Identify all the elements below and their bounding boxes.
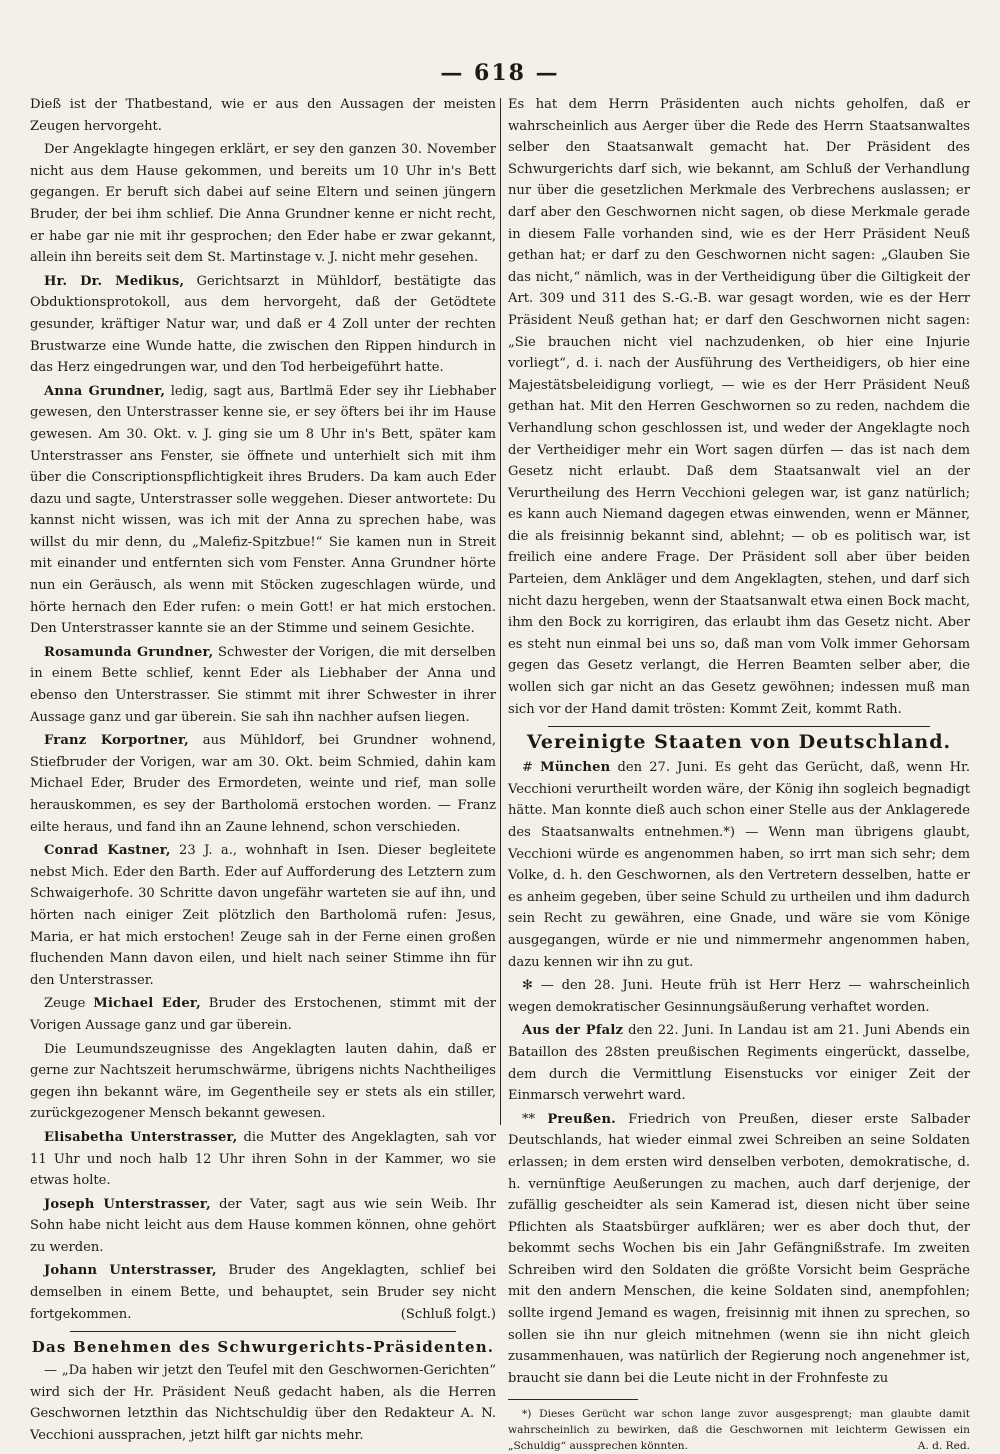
paragraph: ✻ — den 28. Juni. Heute früh ist Herr Herz — wahrscheinlich wegen demokratischer Gesinnungsäußerung verhaftet worden. [508, 978, 970, 1015]
section-title: Vereinigte Staaten von Deutschland. [526, 731, 952, 754]
paragraph: Es hat dem Herrn Präsidenten auch nichts geholfen, daß er wahrscheinlich aus Aerger über die Rede des Herrn Staatsanwaltes selber den Staatsanwalt gemacht hat. Der Präsident des Schwurgerichts darf sich, wie bekannt, am Schluß der Verhandlung nur über die gesetzlichen Merkmale des Verbrechens auslassen; er darf aber den Geschwornen nicht sagen, ob diese Merkmale gerade in diesem Falle vorhanden sind, wie es der Herr Präsident Neuß gethan hat; er darf zu den Geschwornen nicht sagen: „Glauben Sie das nicht,“ nämlich, was in der Vertheidigung über die Giltigkeit der Art. 309 und 311 des S.-G.-B. war gesagt worden, wie es der Herr Präsident Neuß gethan hat; er darf den Geschwornen nicht sagen: „Sie brauchen nicht viel nachzudenken, ob hier eine Injurie vorliegt“, d. i. nach der Ausführung des Vertheidigers, ob hier eine Majestätsbeleidigung vorliegt, — wie es der Herr Präsident Neuß gethan hat. Mit den Herren Geschwornen so zu reden, nachdem die Verhandlung schon geschlossen ist, und weder der Angeklagte noch der Vertheidiger mehr ein Wort sagen dürfen — das ist nach dem Gesetz nicht erlaubt. Daß dem Staatsanwalt viel an der Verurtheilung des Herrn Vecchioni gelegen war, ist ganz natürlich; es kann auch Niemand dagegen etwas einwenden, wenn er Männer, die als freisinnig bekannt sind, ablehnt; — ob es politisch war, ist freilich eine andere Frage. Der Präsident soll aber über beiden Parteien, dem Ankläger und dem Angeklagten, stehen, und darf sich nicht dazu hergeben, wenn der Staatsanwalt etwa einen Bock macht, ihm den Bock zu korrigiren, das erlaubt ihm das Gesetz nicht. Aber es steht nun einmal bei uns so, daß man vom Volk immer Gehorsam gegen das Gesetz verlangt, die Herren Beamten selber aber, die wollen sich gar nicht an das Gesetz gewöhnen; indessen muß man sich vor der Hand damit trösten: Kommt Zeit, kommt Rath. [508, 97, 970, 717]
footnote-signature: A. d. Red. [917, 1440, 970, 1453]
place-name: Preußen. [547, 1111, 616, 1127]
paragraph: Aus der Pfalz den 22. Juni. In Landau ist am 21. Juni Abends ein Bataillon des 28sten preußischen Regiments eingerückt, dasselbe, dem durch die Vermittlung Eisenstucks vor einiger Zeit der Einmarsch verwehrt ward. [508, 1023, 970, 1104]
person-name: Elisabetha Unterstrasser, [44, 1129, 238, 1145]
footnote-rule [508, 1399, 638, 1400]
place-name: Aus der Pfalz [522, 1023, 624, 1039]
paragraph: — „Da haben wir jetzt den Teufel mit den Geschwornen-Gerichten“ wird sich der Hr. Präsident Neuß gedacht haben, als die Herren Geschwornen letzthin das Nichtschuldig über den Redakteur A. N. Vecchioni aussprachen, jetzt hilft gar nichts mehr. [30, 1363, 496, 1444]
person-name: Conrad Kastner, [44, 843, 171, 859]
paragraph: Hr. Dr. Medikus, Gerichtsarzt in Mühldorf, bestätigte das Obduktionsprotokoll, aus dem hervorgeht, daß der Getödtete gesunder, kräftiger Natur war, und daß er 4 Zoll unter der rechten Brustwarze eine Wunde hatte, die zwischen den Rippen hindurch in das Herz eingedrungen war, und den Tod herbeigeführt hatte. [30, 273, 496, 376]
right-column [508, 94, 970, 1453]
person-name: Rosamunda Grundner, [44, 644, 214, 660]
section-rule [70, 1331, 456, 1332]
paragraph: Joseph Unterstrasser, der Vater, sagt aus wie sein Weib. Ihr Sohn habe nicht leicht aus dem Hause kommen können, ohne gehört zu werden. [30, 1196, 496, 1255]
footnote: *) Dieses Gerücht war schon lange zuvor ausgesprengt; man glaubte damit wahrscheinlich zu bewirken, daß die Geschwornen mit leichterm Gewissen ein „Schuldig“ aussprechen könnten. A. d. Red. [508, 1408, 970, 1453]
left-column [30, 94, 497, 1444]
section-title: Das Benehmen des Schwurgerichts-Präsidenten. [31, 1338, 495, 1357]
person-name: Hr. Dr. Medikus, [44, 273, 185, 289]
columns [30, 94, 970, 1453]
column-divider [500, 98, 501, 1125]
continued-note: (Schluß folgt.) [400, 1306, 496, 1322]
place-name: München [540, 760, 611, 776]
paragraph: ** Preußen. Friedrich von Preußen, dieser erste Salbader Deutschlands, hat wieder einmal zwei Schreiben an seine Soldaten erlassen; in dem ersten wird denselben verboten, demokratische, d. h. vernünftige Aeußerungen zu machen, auch darf derjenige, der zufällig gescheidter als sein Kamerad ist, diesen nicht über seine Pflichten als Staatsbürger aufklären; wer es aber doch thut, der bekommt sechs Wochen bis ein Jahr Gefängnißstrafe. Im zweiten Schreiben wird den Soldaten die größte Vorsicht beim Gespräche mit den andern Menschen, die keine Soldaten sind, anempfohlen; sollte irgend Jemand es wagen, freisinnig mit ihnen zu sprechen, so sollen sie ihn nur gleich mitnehmen (wenn sie ihn nicht gleich zusammenhauen, was natürlich der Regierung noch angenehmer ist, braucht sie dann bei die Leute nicht in der Frohnfeste zu [508, 1111, 970, 1386]
paragraph: Dieß ist der Thatbestand, wie er aus den Aussagen der meisten Zeugen hervorgeht. [30, 97, 496, 134]
paragraph: Der Angeklagte hingegen erklärt, er sey den ganzen 30. November nicht aus dem Hause gekommen, und bereits um 10 Uhr in's Bett gegangen. Er beruft sich dabei auf seine Eltern und seinen jüngern Bruder, der bei ihm schlief. Die Anna Grundner kenne er nicht recht, er habe gar nie mit ihr gesprochen; den Eder habe er zwar gekannt, allein ihn bereits seit dem St. Martinstage v. J. nicht mehr gesehen. [30, 142, 496, 266]
person-name: Franz Korportner, [44, 733, 189, 749]
section-rule [548, 726, 930, 727]
paragraph: Rosamunda Grundner, Schwester der Vorigen, die mit derselben in einem Bette schlief, kennt Eder als Liebhaber der Anna und ebenso den Unterstrasser. Sie stimmt mit ihrer Schwester in ihrer Aussage ganz und gar überein. Sie sah ihn nachher aufsen liegen. [30, 644, 496, 725]
paragraph: Conrad Kastner, 23 J. a., wohnhaft in Isen. Dieser begleitete nebst Mich. Eder den Barth. Eder auf Aufforderung des Letztern zum Schwaigerhofe. 30 Schritte davon ungefähr warteten sie auf ihn, und hörten nach einiger Zeit plötzlich den Bartholomä rufen: Jesus, Maria, er hat mich erstochen! Zeuge sah in der Ferne einen großen fluchenden Mann davon eilen, und hielt nach seiner Stimme ihn für den Unterstrasser. [30, 843, 496, 988]
paragraph: Johann Unterstrasser, Bruder des Angeklagten, schlief bei demselben in einem Bette, und behauptet, sein Bruder sey nicht fortgekommen. (Schluß folgt.) [30, 1260, 496, 1325]
paragraph: Anna Grundner, ledig, sagt aus, Bartlmä Eder sey ihr Liebhaber gewesen, den Unterstrasser kenne sie, er sey öfters bei ihr im Hause gewesen. Am 30. Okt. v. J. ging sie um 8 Uhr in's Bett, später kam Unterstrasser ans Fenster, sie öffnete und unterhielt sich mit ihm über die Conscriptionspflichtigkeit ihres Bruders. Da kam auch Eder dazu und sagte, Unterstrasser solle weggehen. Dieser antwortete: Du kannst nicht wissen, was ich mit der Anna zu sprechen habe, was willst du mir denn, du „Malefiz-Spitzbue!“ Sie kamen nun in Streit mit einander und entfernten sich vom Fenster. Anna Grundner hörte nun ein Geräusch, als wenn mit Stöcken zugeschlagen würde, und hörte hernach den Eder rufen: o mein Gott! er hat mich erstochen. Den Unterstrasser kannte sie an der Stimme und seinem Gesichte. [30, 383, 496, 637]
person-name: Anna Grundner, [44, 383, 166, 399]
paragraph: Die Leumundszeugnisse des Angeklagten lauten dahin, daß er gerne zur Nachtszeit herumschwärme, übrigens nichts Nachtheiliges gegen ihn bekannt wäre, im Gegentheile sey er stets als ein stiller, zurückgezogener Mensch bekannt gewesen. [30, 1041, 496, 1122]
paragraph: Zeuge Michael Eder, Bruder des Erstochenen, stimmt mit der Vorigen Aussage ganz und gar überein. [30, 996, 496, 1033]
paragraph: # München den 27. Juni. Es geht das Gerücht, daß, wenn Hr. Vecchioni verurtheilt worden wäre, der König ihn sogleich begnadigt hätte. Man konnte dieß auch schon einer Stelle aus der Anklagerede des Staatsanwalts entnehmen.*) — Wenn man übrigens glaubt, Vecchioni würde es angenommen haben, so irrt man sich sehr; dem Volke, d. h. den Geschwornen, als den Vertretern desselben, hatte er es anheim gegeben, über seine Schuld zu urtheilen und ihm dadurch sein Recht zu gewähren, eine Gnade, und wäre sie vom Könige ausgegangen, würde er nie und nimmermehr angenommen haben, dazu kennen wir ihn zu gut. [508, 760, 970, 970]
person-name: Joseph Unterstrasser, [44, 1196, 211, 1212]
paragraph: Elisabetha Unterstrasser, die Mutter des Angeklagten, sah vor 11 Uhr und noch halb 12 Uhr ihren Sohn in der Kammer, wo sie etwas holte. [30, 1129, 496, 1189]
page-number: — 618 — [440, 60, 560, 86]
person-name: Michael Eder, [93, 996, 201, 1012]
person-name: Johann Unterstrasser, [44, 1263, 217, 1279]
paragraph: Franz Korportner, aus Mühldorf, bei Grundner wohnend, Stiefbruder der Vorigen, war am 30. Okt. beim Schmied, dahin kam Michael Eder, Bruder des Ermordeten, weinte und rief, man solle herauskommen, es sey der Bartholomä erstochen worden. — Franz eilte heraus, und fand ihn an Zaune lehnend, schon verschieden. [30, 733, 496, 835]
